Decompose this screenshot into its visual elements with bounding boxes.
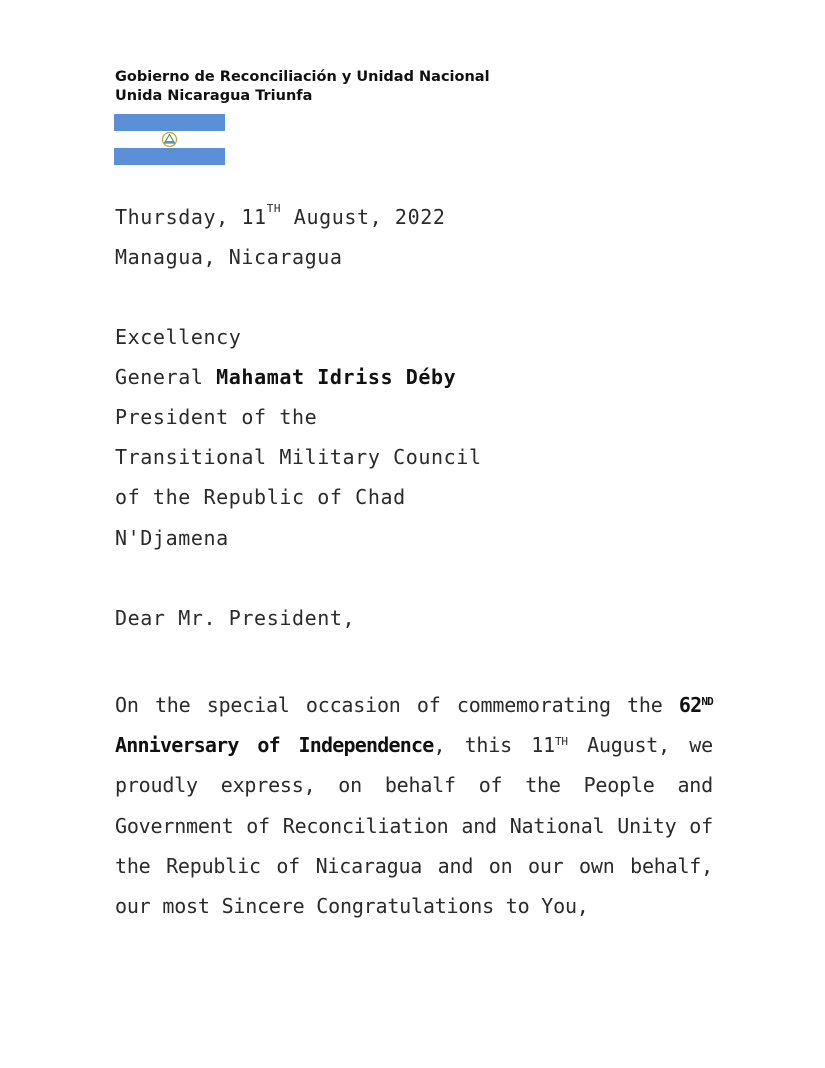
letter-date: Thursday, 11TH August, 2022	[115, 202, 446, 229]
recipient-name-line: General Mahamat Idriss Déby	[115, 365, 457, 389]
letterhead-slogan: Unida Nicaragua Triunfa	[115, 88, 313, 104]
greeting: Dear Mr. President,	[115, 606, 356, 630]
recipient-office-line1: President of the	[115, 405, 318, 429]
recipient-office-line2: Transitional Military Council	[115, 445, 482, 469]
letter-body-paragraph: On the special occasion of commemorating the 62ND Anniversary of Independence, this 11TH August, we proudly express, on behalf of the People and Government of Reconciliation and National Unity of the Republic of Nicaragua and on our own behalf, our most Sincere Congratulations to You,	[115, 693, 713, 919]
anniversary-text: Anniversary of Independence	[115, 733, 434, 758]
letter-place: Managua, Nicaragua	[115, 245, 343, 269]
recipient-city: N'Djamena	[115, 526, 229, 550]
recipient-name: Mahamat Idriss Déby	[216, 365, 457, 389]
letterhead	[115, 68, 490, 106]
recipient-title: Excellency	[115, 325, 242, 349]
letterhead-government-name: Gobierno de Reconciliación y Unidad Nacional	[115, 69, 490, 85]
nicaragua-flag-icon	[114, 114, 225, 165]
recipient-office-line3: of the Republic of Chad	[115, 485, 406, 509]
